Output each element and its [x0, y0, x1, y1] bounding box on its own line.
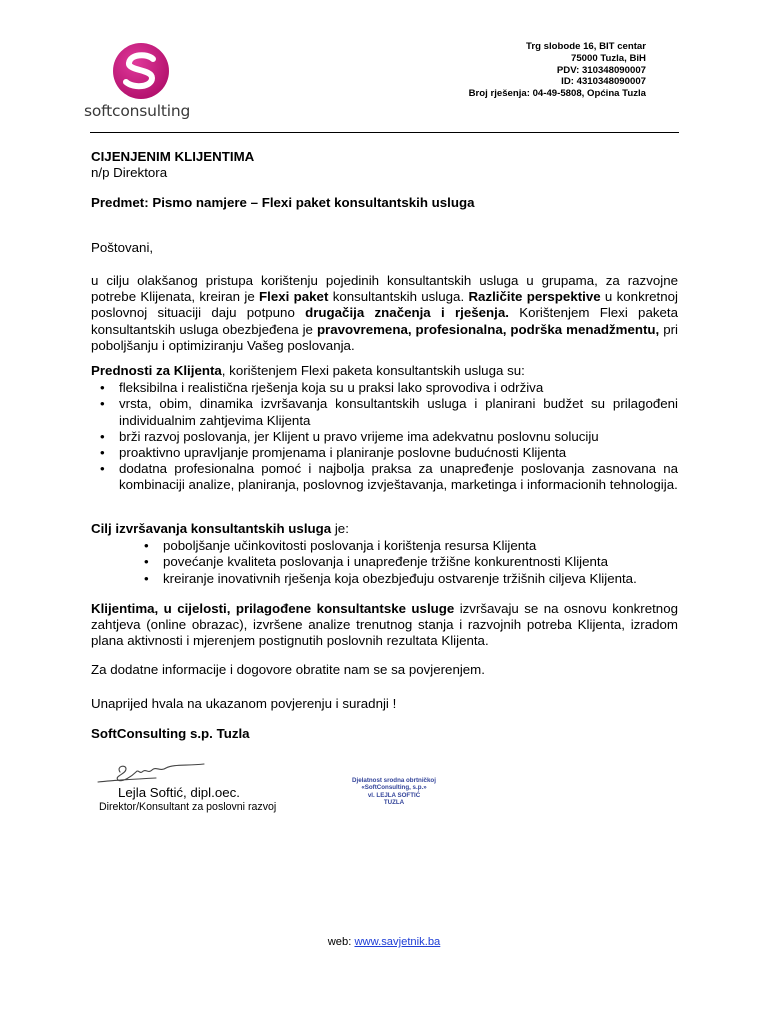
- letter-subject: Predmet: Pismo namjere – Flexi paket konsultantskih usluga: [91, 195, 475, 210]
- header-divider: [90, 132, 679, 133]
- text-run-bold: Različite perspektive: [468, 289, 601, 305]
- stamp-line: Djelatnost srodna obrtničkoj: [352, 777, 436, 784]
- list-item: • dodatna profesionalna pomoć i najbolja praksa za unapređenje poslovanja zasnovana na kombinaciji analize, planiranja, poslovnog izvještavanja, marketinga i informacionih tehnologija.: [119, 461, 678, 493]
- thanks-paragraph: Unaprijed hvala na ukazanom povjerenju i suradnji !: [91, 696, 397, 711]
- list-item: • fleksibilna i realistična rješenja koja su u praksi lako sprovodiva i održiva: [119, 380, 678, 396]
- list-item: • povećanje kvaliteta poslovanja i unapređenje tržišne konkurentnosti Klijenta: [163, 554, 678, 570]
- clients-paragraph: [91, 601, 678, 650]
- logo-wordmark: softconsulting: [84, 102, 191, 120]
- goals-heading: [91, 521, 678, 537]
- page-footer: [0, 936, 768, 948]
- text-run: u cilju olakšanog pristupa korištenju pojedinih konsultantskih usluga u grupama, za razvojne potrebe Klijenata, kreiran je: [91, 273, 678, 305]
- text-run-bold: Flexi paket: [259, 289, 329, 305]
- address-line: ID: 4310348090007: [561, 76, 646, 88]
- recipient-attention: n/p Direktora: [91, 165, 168, 181]
- text-run-bold: Prednosti za Klijenta: [91, 363, 222, 378]
- address-line: 75000 Tuzla, BiH: [570, 52, 646, 64]
- list-item: • vrsta, obim, dinamika izvršavanja konsultantskih usluga i planirani budžet su prilagođeni individualnim zahtjevima Klijenta: [119, 396, 678, 428]
- signer-name: Lejla Softić, dipl.oec.: [118, 785, 240, 800]
- stamp-line: vl. LEJLA SOFTIĆ: [367, 791, 421, 799]
- signer-title: Direktor/Konsultant za poslovni razvoj: [99, 801, 277, 813]
- goals-section: [91, 521, 678, 587]
- contact-paragraph: Za dodatne informacije i dogovore obratite nam se sa povjerenjem.: [91, 662, 485, 677]
- text-run-bold: Cilj izvršavanja konsultantskih usluga: [91, 521, 332, 536]
- advantages-heading: [91, 363, 678, 379]
- company-logo: [84, 40, 204, 124]
- text-run: konsultantskih usluga.: [328, 289, 469, 305]
- text-run-bold: drugačija značenja i rješenja.: [305, 305, 509, 321]
- text-run-bold: Klijentima, u cijelosti, prilagođene konsultantske usluge: [91, 601, 455, 616]
- text-run: pri poboljšanju i optimiziranju Vašeg poslovanja.: [91, 321, 678, 353]
- address-line: Broj rješenja: 04-49-5808, Općina Tuzla: [468, 88, 646, 100]
- footer-prefix: web:: [327, 936, 355, 948]
- address-line: Trg slobode 16, BIT centar: [526, 41, 646, 52]
- stamp-line: «SoftConsulting, s.p.»: [361, 784, 427, 792]
- list-item: • poboljšanje učinkovitosti poslovanja i korištenja resursa Klijenta: [163, 538, 678, 554]
- text-run: Korištenjem Flexi paketa konsultantskih usluga obezbjeđena je: [91, 305, 678, 337]
- letter-greeting: Poštovani,: [91, 240, 154, 255]
- list-item: • kreiranje inovativnih rješenja koja obezbjeđuju ostvarenje tržišnih ciljeva Klijenta.: [163, 571, 678, 587]
- address-line: PDV: 310348090007: [556, 64, 646, 76]
- text-run: je:: [331, 521, 349, 536]
- website-link[interactable]: www.savjetnik.ba: [354, 936, 441, 948]
- text-run-bold: pravovremena, profesionalna, podrška menadžmentu,: [316, 321, 660, 337]
- company-stamp: [352, 777, 436, 807]
- text-run: izvršavaju se na osnovu konkretnog zahtjeva (online obrazac), izvršene analize trenutnog stanja i razvojnih potreba Klijenta, izradom plana aktivnosti i mjerenjem postignutih poslovnih rezultata Klijenta.: [91, 601, 678, 649]
- list-item: • brži razvoj poslovanja, jer Klijent u pravo vrijeme ima adekvatnu poslovnu soluciju: [119, 429, 678, 445]
- recipient-block: [91, 149, 678, 181]
- list-item: • proaktivno upravljanje promjenama i planiranje poslovne budućnosti Klijenta: [119, 445, 678, 461]
- advantages-list: [91, 380, 678, 493]
- signoff: SoftConsulting s.p. Tuzla: [91, 726, 250, 741]
- recipient-name: CIJENJENIM KLIJENTIMA: [91, 149, 255, 164]
- stamp-line: TUZLA: [383, 799, 405, 807]
- advantages-section: [91, 363, 678, 494]
- company-address: [469, 41, 646, 100]
- logo-mark-icon: [112, 42, 170, 100]
- handwritten-signature: [96, 758, 216, 788]
- text-run: u konkretnoj poslovnoj situaciji daju potpuno: [91, 289, 678, 321]
- goals-list: [91, 538, 678, 587]
- text-run: , korištenjem Flexi paketa konsultantskih usluga su:: [221, 363, 525, 378]
- intro-paragraph: [91, 273, 678, 354]
